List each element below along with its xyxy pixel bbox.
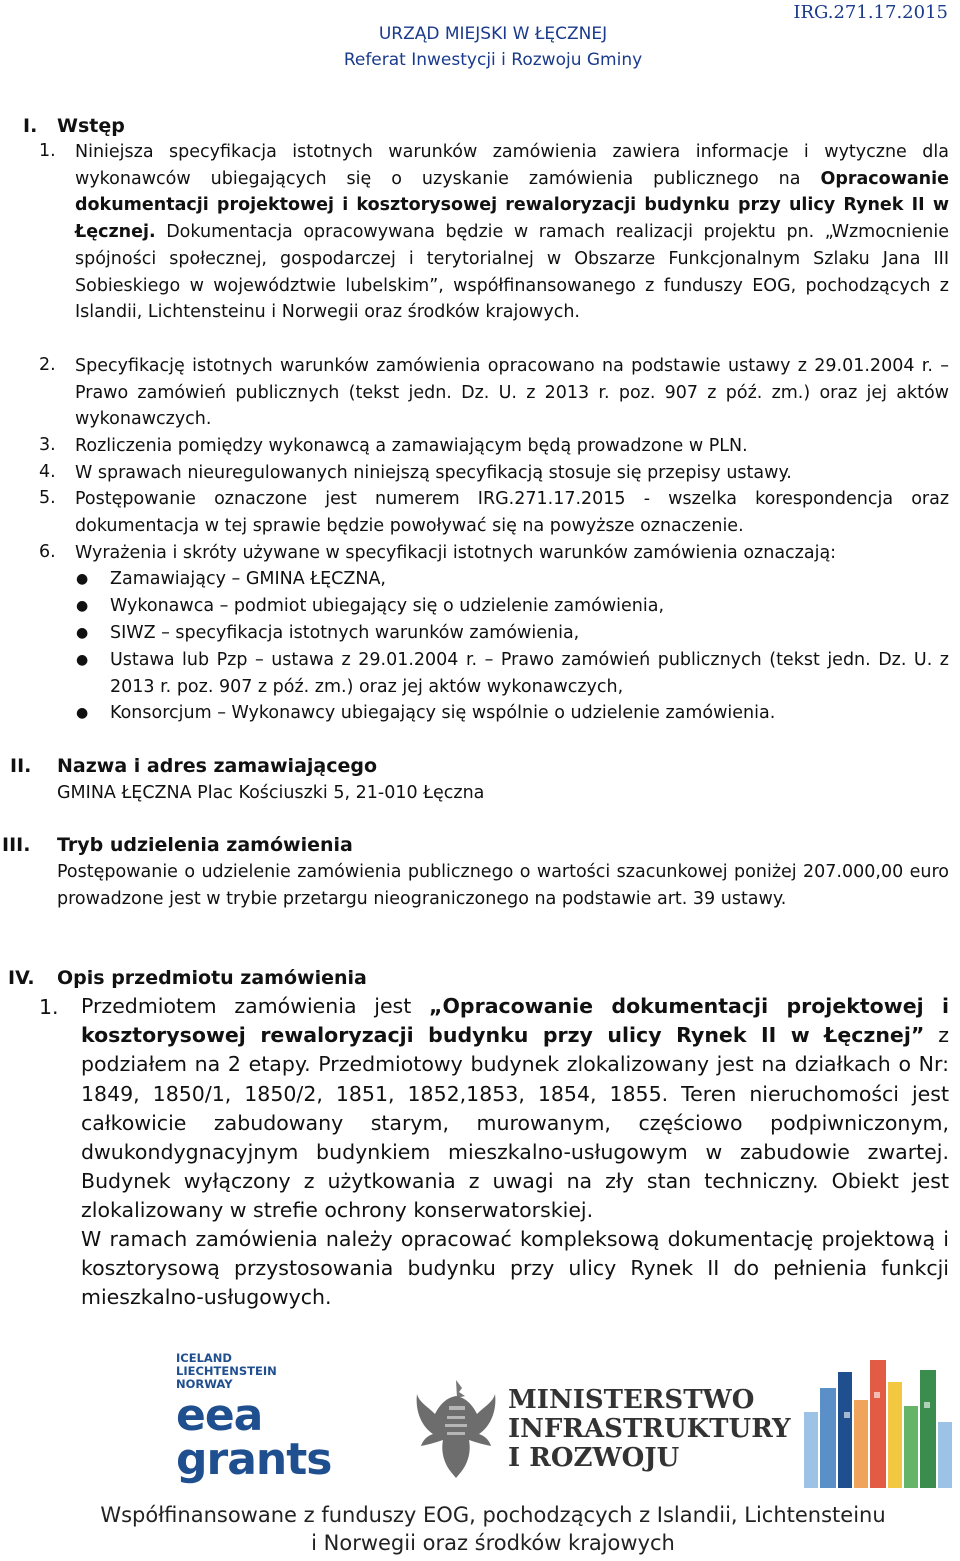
- item-6-text: Wyrażenia i skróty używane w specyfikacji istotnych warunków zamówienia oznaczają:: [75, 543, 837, 563]
- bullet-item: Wykonawca – podmiot ubiegający się o udzielenie zamówienia,: [110, 596, 665, 616]
- bullet-icon: ●: [76, 652, 89, 668]
- eea-grants-logo: [160, 1351, 332, 1502]
- bullet-icon: ●: [76, 598, 89, 614]
- eea-word: eea: [176, 1390, 263, 1441]
- item-1-text: Niniejsza specyfikacja istotnych warunków zamówienia zawiera informacje i wytyczne dla wykonawców ubiegających się o uzyskanie zamówienia publicznego na Opracowanie dokumentacji projektowej i kosztorysowej rewaloryzacji budynku przy ulicy Rynek II w Łęcznej. Dokumentacja opracowywana będzie w ramach realizacji projektu pn. „Wzmocnienie spójności społecznej, gospodarczej i terytorialnej w Obszarze Funkcjonalnym Szlaku Jana III Sobieskiego w województwie lubelskim”, współfinansowanego z funduszy EOG, pochodzących z Islandii, Lichtensteinu i Norwegii oraz środków krajowych.: [75, 142, 949, 323]
- section-4-number: IV.: [8, 967, 35, 989]
- item-4-number: 4.: [39, 462, 56, 482]
- section-4-paragraph-2: W ramach zamówienia należy opracować kompleksową dokumentację projektową i kosztorysową przystosowania budynku przy ulicy Rynek II do pełnienia funkcji mieszkalno-usługowych.: [81, 1227, 949, 1310]
- section-4-text: Przedmiotem zamówienia jest „Opracowanie dokumentacji projektowej i kosztorysowej rewaloryzacji budynku przy ulicy Rynek II w Łęcznej” z podziałem na 2 etapy. Przedmiotowy budynek zlokalizowany jest na działkach o Nr: 1849, 1850/1, 1850/2, 1851, 1852,1853, 1854, 1855. Teren nieruchomości jest całkowicie zabudowany starym, murowanym, częściowo podpiwniczonym, dwukondygnacyjnym budynkiem mieszkalno-usługowym w zabudowie zwartej. Budynek wyłączony z użytkowania z uwagi na zły stan techniczny. Obiekt jest zlokalizowany w strefie ochrony konserwatorskiej.: [81, 994, 949, 1223]
- item-5-number: 5.: [39, 488, 56, 508]
- bullet-item: Konsorcjum – Wykonawcy ubiegający się wspólnie o udzielenie zamówienia.: [110, 703, 776, 723]
- ministry-logo-text: MINISTERSTWO INFRASTRUKTURY I ROZWOJU: [508, 1385, 791, 1473]
- bullet-icon: ●: [76, 625, 89, 641]
- item-4-text: W sprawach nieuregulowanych niniejszą specyfikacją stosuje się przepisy ustawy.: [75, 463, 792, 483]
- footer-line-1: Współfinansowane z funduszy EOG, pochodzących z Islandii, Lichtensteinu: [100, 1503, 886, 1527]
- ministry-building-graphic: [800, 1352, 960, 1492]
- item-5-text: Postępowanie oznaczone jest numerem IRG.271.17.2015 - wszelka korespondencja oraz dokumentacja w tej sprawie będzie powoływać się na powyższe oznaczenie.: [75, 489, 949, 536]
- section-1-title: Wstęp: [57, 115, 125, 137]
- section-3-title: Tryb udzielenia zamówienia: [57, 834, 353, 856]
- section-4-item-number: 1.: [39, 995, 59, 1019]
- bullet-icon: ●: [76, 705, 89, 721]
- section-3-text: Postępowanie o udzielenie zamówienia publicznego o wartości szacunkowej poniżej 207.000,00 euro prowadzone jest w trybie przetargu nieograniczonego na podstawie art. 39 ustawy.: [57, 862, 949, 909]
- item-2-text: Specyfikację istotnych warunków zamówienia opracowano na podstawie ustawy z 29.01.2004 r. – Prawo zamówień publicznych (tekst jedn. Dz. U. z 2013 r. poz. 907 z póź. zm.) oraz jej aktów wykonawczych.: [75, 356, 949, 430]
- office-name: URZĄD MIEJSKI W ŁĘCZNEJ: [378, 24, 608, 44]
- polish-eagle-icon: [415, 1376, 497, 1480]
- bullet-icon: ●: [76, 571, 89, 587]
- department-name: Referat Inwestycji i Rozwoju Gminy: [343, 50, 643, 70]
- item-3-text: Rozliczenia pomiędzy wykonawcą a zamawiającym będą prowadzone w PLN.: [75, 436, 748, 456]
- eea-countries: ICELAND LIECHTENSTEIN NORWAY: [176, 1351, 277, 1391]
- section-2-number: II.: [10, 755, 32, 777]
- section-4-title: Opis przedmiotu zamówienia: [57, 967, 367, 989]
- grants-word: grants: [176, 1434, 332, 1485]
- section-1-number: I.: [23, 115, 38, 137]
- item-3-number: 3.: [39, 435, 56, 455]
- item-6-number: 6.: [39, 542, 56, 562]
- item-1-number: 1.: [39, 141, 56, 161]
- bullet-item: Ustawa lub Pzp – ustawa z 29.01.2004 r. – Prawo zamówień publicznych (tekst jedn. Dz. U. z 2013 r. poz. 907 z póź. zm.) oraz jej aktów wykonawczych,: [110, 650, 949, 697]
- document-code: IRG.271.17.2015: [793, 2, 948, 23]
- bullet-item: SIWZ – specyfikacja istotnych warunków zamówienia,: [110, 623, 580, 643]
- footer-line-2: i Norwegii oraz środków krajowych: [311, 1531, 675, 1555]
- item-2-number: 2.: [39, 355, 56, 375]
- section-2-text: GMINA ŁĘCZNA Plac Kościuszki 5, 21-010 Łęczna: [57, 783, 485, 803]
- bullet-item: Zamawiający – GMINA ŁĘCZNA,: [110, 569, 386, 589]
- section-2-title: Nazwa i adres zamawiającego: [57, 755, 378, 777]
- section-3-number: III.: [2, 834, 31, 856]
